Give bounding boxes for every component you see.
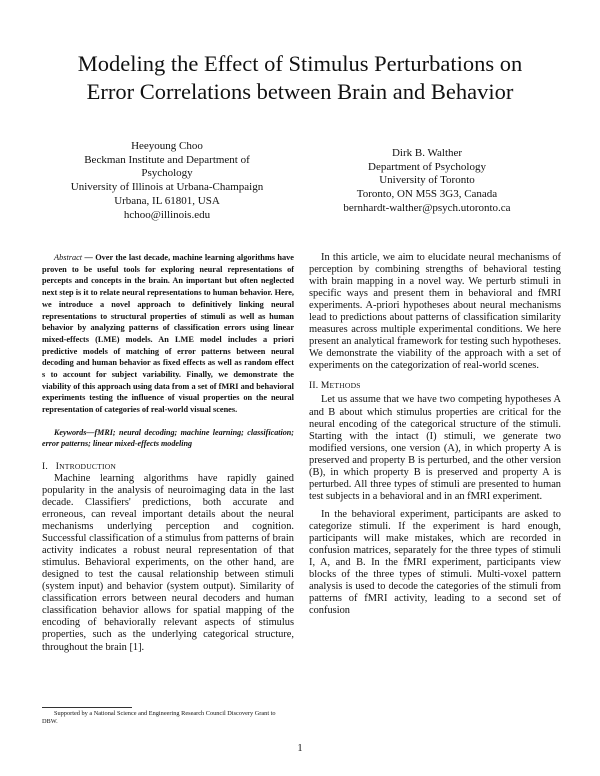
abstract-text: Over the last decade, machine learning algorithms have proven to be useful tools for exploring neural representations of percepts and concepts in the brain. An important but often neglected next step is it to relate neural representations to human behavior. Here, we introduce a novel approach to definitively linking neural representations to structural properties of stimuli as well as human behavior by analyzing patterns of classification errors using linear mixed-effects (LME) models. An LME model includes a priori predictive models of matching of error patterns between neural decoding and human behavior as fixed effects as well as random effect s to account for subject variability. Finally, we demonstrate the viability of this approach using data from a set of fMRI and behavioral experiments testing the influence of visual properties on the neural representation of categories of real-world visual scenes. [42, 253, 294, 415]
section-initial: I [55, 461, 60, 472]
intro-paragraph: Machine learning algorithms have rapidly gained popularity in the analysis of neuroimaging data in the last decade. Classifiers' predictions, both accurate and erroneous, can reveal important details about the neural mechanisms underlying perception and cognition. Successful classification of a stimulus from patterns of brain activity indicates a robust neural representation of that stimulus. Behavioral experiments, on the other hand, are designed to test the causal relationship between stimuli (system input) and behavior (system output). Similarity of classification errors between neural decoders and human classification behavior allows for spatial mapping of the encoding of behaviorally relevant aspects of stimulus properties, such as the underlying categorical structure, throughout the brain [1]. [42, 472, 294, 653]
author-affiliation-line: University of Illinois at Urbana-Champaign [70, 181, 264, 194]
footnote: Supported by a National Science and Engineering Research Council Discovery Grant to DBW. [42, 710, 276, 726]
page-number: 1 [297, 743, 303, 754]
author-affiliation-line: Urbana, IL 61801, USA [114, 194, 220, 207]
title-line-1: Modeling the Effect of Stimulus Perturbations on [77, 51, 523, 76]
methods-paragraph-2: In the behavioral experiment, participants are asked to categorize stimuli. If the experiment is hard enough, participants will make mistakes, which are recorded in confusion matrices, separately for the three types of stimuli I, A, and B. In the fMRI experiment, participants view blocks of the three types of stimuli. Multi-voxel pattern analysis is used to decode the categories of the stimuli from patterns of fMRI activity, leading to a second set of confusion [309, 508, 561, 617]
intro-continuation-paragraph: In this article, we aim to elucidate neural mechanisms of perception by combining strengths of behavioral testing with brain mapping in a novel way. We perturb stimuli in specific ways and present them in behavioral and fMRI experiments. A-priori hypotheses about neural mechanisms lead to predictions about patterns of classification similarity measures across multiple experimental conditions. We here present an analytical framework for testing such hypotheses. We demonstrate the viability of the approach with a set of experiments on the categorization of real-world scenes. [309, 252, 561, 372]
keywords: Keywords—fMRI; neural decoding; machine learning; classification; error patterns; linear mixed-effects modeling [42, 427, 294, 449]
left-column [42, 252, 294, 654]
abstract-label: Abstract [54, 253, 83, 262]
author-affiliation-line: Beckman Institute and Department of [84, 153, 250, 166]
abstract-dash: — [82, 253, 96, 262]
author-name: Heeyoung Choo [131, 140, 203, 152]
abstract [42, 252, 294, 416]
section-initial: M [320, 381, 330, 392]
title-line-2: Error Correlations between Brain and Behavior [86, 79, 514, 104]
author-affiliation-line: University of Toronto [379, 174, 475, 187]
author-block-walther [300, 147, 554, 216]
author-block-choo [47, 140, 287, 222]
author-affiliation-line: Department of Psychology [368, 160, 486, 173]
right-column [309, 252, 561, 617]
paper-title [40, 50, 560, 106]
author-name: Dirk B. Walther [391, 147, 463, 159]
footnote-divider [42, 707, 132, 708]
section-heading-methods [309, 380, 561, 392]
section-numeral: II. [309, 381, 319, 392]
author-email: hchoo@illinois.edu [123, 208, 211, 221]
section-numeral: I. [42, 461, 48, 472]
methods-paragraph-1: Let us assume that we have two competing hypotheses A and B about which stimulus properties are critical for the neural encoding of the categorical structure of the stimuli. Starting with the intact (I) stimuli, we generate two modified versions, one version (A), in which property A is preserved and property B is perturbed, and the other version (B), in which property B is preserved and property A is perturbed. All three types of stimuli are presented to human test subjects in a behavioral and in an fMRI experiment. [309, 394, 561, 502]
section-heading-introduction [42, 461, 294, 473]
author-affiliation-line: Psychology [141, 167, 193, 180]
author-email: bernhardt-walther@psych.utoronto.ca [343, 201, 511, 214]
section-rest: NTRODUCTION [59, 461, 117, 471]
author-affiliation-line: Toronto, ON M5S 3G3, Canada [356, 188, 498, 201]
section-rest: ETHODS [329, 381, 361, 391]
